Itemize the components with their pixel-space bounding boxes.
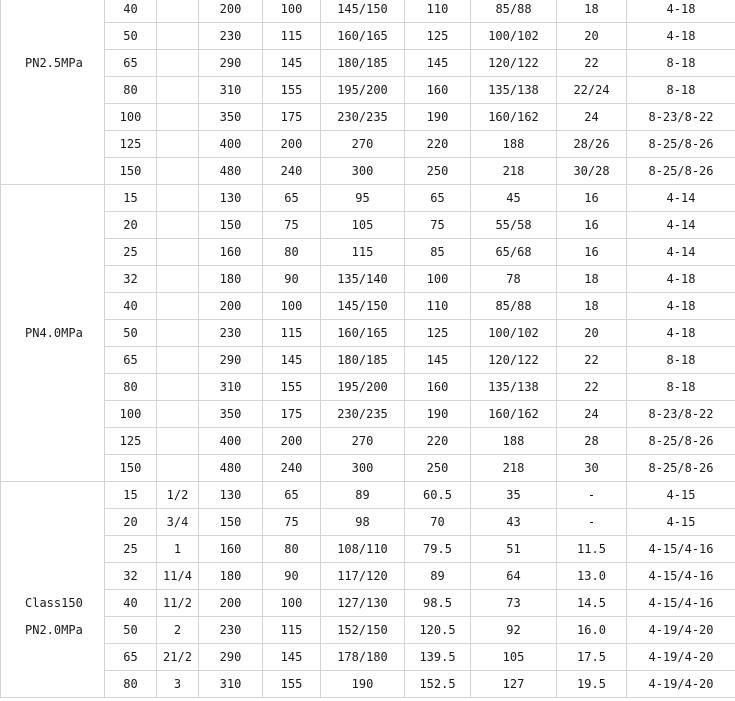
table-row bbox=[1, 293, 735, 320]
table-cell bbox=[157, 455, 199, 482]
table-cell: 100 bbox=[263, 590, 321, 617]
table-cell: 400 bbox=[199, 131, 263, 158]
table-cell: 125 bbox=[405, 23, 471, 50]
table-cell: 43 bbox=[471, 509, 557, 536]
table-row bbox=[1, 266, 735, 293]
table-cell: 125 bbox=[105, 428, 157, 455]
table-cell: 220 bbox=[405, 428, 471, 455]
table-cell: 110 bbox=[405, 293, 471, 320]
table-cell: 125 bbox=[105, 131, 157, 158]
table-cell: 4-19/4-20 bbox=[627, 644, 735, 671]
table-cell: 178/180 bbox=[321, 644, 405, 671]
table-cell: 160 bbox=[199, 239, 263, 266]
table-cell: 90 bbox=[263, 266, 321, 293]
table-cell: 218 bbox=[471, 455, 557, 482]
table-cell: 4-19/4-20 bbox=[627, 617, 735, 644]
table-cell: 120/122 bbox=[471, 50, 557, 77]
table-cell: 4-18 bbox=[627, 320, 735, 347]
table-cell: 218 bbox=[471, 158, 557, 185]
table-cell bbox=[157, 293, 199, 320]
table-row bbox=[1, 509, 735, 536]
table-cell: 155 bbox=[263, 374, 321, 401]
table-cell: 40 bbox=[105, 293, 157, 320]
table-row bbox=[1, 50, 735, 77]
table-cell: 18 bbox=[557, 0, 627, 23]
table-cell: 4-19/4-20 bbox=[627, 671, 735, 698]
table-cell: 4-14 bbox=[627, 239, 735, 266]
table-cell: 115 bbox=[263, 23, 321, 50]
table-cell: 8-18 bbox=[627, 50, 735, 77]
table-cell: 480 bbox=[199, 158, 263, 185]
table-cell: 160 bbox=[405, 374, 471, 401]
table-row bbox=[1, 482, 735, 509]
table-cell bbox=[157, 77, 199, 104]
table-cell: 70 bbox=[405, 509, 471, 536]
table-cell: 24 bbox=[557, 104, 627, 131]
table-cell: 180 bbox=[199, 266, 263, 293]
table-cell: 51 bbox=[471, 536, 557, 563]
table-cell: 310 bbox=[199, 671, 263, 698]
table-cell: 4-14 bbox=[627, 185, 735, 212]
table-cell: 240 bbox=[263, 158, 321, 185]
table-cell: 89 bbox=[405, 563, 471, 590]
table-cell: 195/200 bbox=[321, 374, 405, 401]
table-row bbox=[1, 374, 735, 401]
table-cell: 100 bbox=[263, 0, 321, 23]
table-cell: 13.0 bbox=[557, 563, 627, 590]
table-cell: 8-23/8-22 bbox=[627, 104, 735, 131]
table-cell: 11/4 bbox=[157, 563, 199, 590]
table-cell: 98.5 bbox=[405, 590, 471, 617]
table-cell: 4-18 bbox=[627, 0, 735, 23]
table-row bbox=[1, 536, 735, 563]
table-cell: 25 bbox=[105, 239, 157, 266]
table-cell: 145/150 bbox=[321, 0, 405, 23]
table-cell: 220 bbox=[405, 131, 471, 158]
table-cell: 175 bbox=[263, 104, 321, 131]
table-cell: 21/2 bbox=[157, 644, 199, 671]
table-cell bbox=[157, 0, 199, 23]
table-cell: 98 bbox=[321, 509, 405, 536]
table-row bbox=[1, 212, 735, 239]
table-cell: 79.5 bbox=[405, 536, 471, 563]
table-cell: 4-15/4-16 bbox=[627, 563, 735, 590]
table-row bbox=[1, 239, 735, 266]
table-cell: 50 bbox=[105, 320, 157, 347]
table-cell: 3 bbox=[157, 671, 199, 698]
table-cell: 190 bbox=[405, 401, 471, 428]
table-cell: 18 bbox=[557, 266, 627, 293]
table-cell: 115 bbox=[263, 320, 321, 347]
table-body bbox=[1, 0, 735, 698]
table-cell: 230 bbox=[199, 320, 263, 347]
table-cell: 200 bbox=[199, 0, 263, 23]
table-cell: 19.5 bbox=[557, 671, 627, 698]
pressure-class-label bbox=[1, 0, 105, 185]
pressure-class-label-line: PN2.5MPa bbox=[25, 56, 83, 70]
table-cell: - bbox=[557, 482, 627, 509]
table-cell: 145 bbox=[405, 50, 471, 77]
table-cell: 160/165 bbox=[321, 23, 405, 50]
table-cell: 35 bbox=[471, 482, 557, 509]
table-cell bbox=[157, 401, 199, 428]
table-cell bbox=[157, 50, 199, 77]
table-cell: 160 bbox=[199, 536, 263, 563]
table-row bbox=[1, 617, 735, 644]
pressure-class-label-line: PN4.0MPa bbox=[25, 326, 83, 340]
table-cell: 85/88 bbox=[471, 0, 557, 23]
table-row bbox=[1, 104, 735, 131]
table-row bbox=[1, 347, 735, 374]
table-cell: 115 bbox=[321, 239, 405, 266]
table-cell: 4-18 bbox=[627, 293, 735, 320]
table-cell: 4-15/4-16 bbox=[627, 536, 735, 563]
table-cell: 188 bbox=[471, 428, 557, 455]
table-cell: 230 bbox=[199, 23, 263, 50]
table-cell: 250 bbox=[405, 455, 471, 482]
table-cell: 190 bbox=[405, 104, 471, 131]
table-cell: 105 bbox=[321, 212, 405, 239]
table-cell: 250 bbox=[405, 158, 471, 185]
table-cell bbox=[157, 185, 199, 212]
table-cell: 8-18 bbox=[627, 77, 735, 104]
table-cell: 16 bbox=[557, 239, 627, 266]
table-cell: 145/150 bbox=[321, 293, 405, 320]
table-cell: 65 bbox=[105, 347, 157, 374]
table-cell: 8-25/8-26 bbox=[627, 131, 735, 158]
table-cell: 85 bbox=[405, 239, 471, 266]
table-cell: 200 bbox=[263, 131, 321, 158]
table-cell: 145 bbox=[405, 347, 471, 374]
table-cell: 100/102 bbox=[471, 23, 557, 50]
table-cell: 300 bbox=[321, 455, 405, 482]
table-cell: 180 bbox=[199, 563, 263, 590]
table-row bbox=[1, 158, 735, 185]
table-cell: 152.5 bbox=[405, 671, 471, 698]
table-cell: 4-18 bbox=[627, 23, 735, 50]
table-cell: 2 bbox=[157, 617, 199, 644]
table-cell: 195/200 bbox=[321, 77, 405, 104]
table-cell: 11.5 bbox=[557, 536, 627, 563]
table-cell: 40 bbox=[105, 0, 157, 23]
table-cell: 75 bbox=[263, 212, 321, 239]
table-cell: 4-15 bbox=[627, 482, 735, 509]
table-cell: 16 bbox=[557, 185, 627, 212]
table-cell: 50 bbox=[105, 23, 157, 50]
table-row bbox=[1, 0, 735, 23]
table-cell: 270 bbox=[321, 428, 405, 455]
table-cell: 15 bbox=[105, 185, 157, 212]
table-cell: 4-15/4-16 bbox=[627, 590, 735, 617]
table-cell: 78 bbox=[471, 266, 557, 293]
table-cell: 32 bbox=[105, 266, 157, 293]
table-cell: 8-25/8-26 bbox=[627, 428, 735, 455]
table-cell bbox=[157, 23, 199, 50]
table-cell: 160/162 bbox=[471, 104, 557, 131]
table-cell: 4-15 bbox=[627, 509, 735, 536]
pressure-class-label-line: Class150 bbox=[25, 596, 83, 610]
table-cell: 65 bbox=[263, 185, 321, 212]
table-cell: 16 bbox=[557, 212, 627, 239]
table-cell: 130 bbox=[199, 482, 263, 509]
table-cell: 290 bbox=[199, 347, 263, 374]
table-cell: 108/110 bbox=[321, 536, 405, 563]
table-cell: - bbox=[557, 509, 627, 536]
table-cell: 200 bbox=[263, 428, 321, 455]
table-cell: 120.5 bbox=[405, 617, 471, 644]
table-cell: 65 bbox=[105, 50, 157, 77]
pressure-class-label bbox=[1, 482, 105, 698]
table-cell: 130 bbox=[199, 185, 263, 212]
table-cell: 15 bbox=[105, 482, 157, 509]
table-cell: 160 bbox=[405, 77, 471, 104]
table-cell: 20 bbox=[557, 320, 627, 347]
table-row bbox=[1, 320, 735, 347]
table-cell: 80 bbox=[105, 671, 157, 698]
table-cell: 64 bbox=[471, 563, 557, 590]
table-cell: 350 bbox=[199, 104, 263, 131]
table-cell: 1/2 bbox=[157, 482, 199, 509]
table-cell: 73 bbox=[471, 590, 557, 617]
table-cell: 22/24 bbox=[557, 77, 627, 104]
table-cell: 32 bbox=[105, 563, 157, 590]
table-cell: 180/185 bbox=[321, 50, 405, 77]
table-cell: 310 bbox=[199, 374, 263, 401]
table-cell: 75 bbox=[263, 509, 321, 536]
table-cell: 16.0 bbox=[557, 617, 627, 644]
table-cell: 105 bbox=[471, 644, 557, 671]
table-cell: 3/4 bbox=[157, 509, 199, 536]
table-cell: 160/162 bbox=[471, 401, 557, 428]
table-cell: 30/28 bbox=[557, 158, 627, 185]
table-cell: 270 bbox=[321, 131, 405, 158]
table-cell: 28/26 bbox=[557, 131, 627, 158]
table-cell: 230 bbox=[199, 617, 263, 644]
table-cell: 135/138 bbox=[471, 77, 557, 104]
table-cell: 180/185 bbox=[321, 347, 405, 374]
table-row bbox=[1, 671, 735, 698]
table-row bbox=[1, 563, 735, 590]
table-cell: 100 bbox=[105, 401, 157, 428]
table-cell: 110 bbox=[405, 0, 471, 23]
table-cell: 290 bbox=[199, 50, 263, 77]
table-cell: 4-14 bbox=[627, 212, 735, 239]
table-cell bbox=[157, 158, 199, 185]
table-cell: 100 bbox=[405, 266, 471, 293]
table-cell: 17.5 bbox=[557, 644, 627, 671]
table-cell: 65 bbox=[105, 644, 157, 671]
table-cell: 95 bbox=[321, 185, 405, 212]
table-cell: 100/102 bbox=[471, 320, 557, 347]
table-row bbox=[1, 590, 735, 617]
table-cell: 139.5 bbox=[405, 644, 471, 671]
table-cell: 400 bbox=[199, 428, 263, 455]
table-cell: 8-18 bbox=[627, 374, 735, 401]
table-cell: 65/68 bbox=[471, 239, 557, 266]
table-cell: 22 bbox=[557, 347, 627, 374]
table-cell: 155 bbox=[263, 77, 321, 104]
table-cell: 152/150 bbox=[321, 617, 405, 644]
table-row bbox=[1, 23, 735, 50]
table-cell: 40 bbox=[105, 590, 157, 617]
table-cell: 230/235 bbox=[321, 104, 405, 131]
table-cell: 30 bbox=[557, 455, 627, 482]
table-cell bbox=[157, 239, 199, 266]
table-cell: 160/165 bbox=[321, 320, 405, 347]
table-cell: 20 bbox=[557, 23, 627, 50]
table-cell: 135/138 bbox=[471, 374, 557, 401]
table-cell: 85/88 bbox=[471, 293, 557, 320]
table-cell: 14.5 bbox=[557, 590, 627, 617]
table-row bbox=[1, 428, 735, 455]
table-row bbox=[1, 644, 735, 671]
table-cell: 200 bbox=[199, 293, 263, 320]
table-cell: 8-18 bbox=[627, 347, 735, 374]
table-cell bbox=[157, 347, 199, 374]
table-cell: 120/122 bbox=[471, 347, 557, 374]
table-cell: 18 bbox=[557, 293, 627, 320]
table-cell: 290 bbox=[199, 644, 263, 671]
table-cell: 230/235 bbox=[321, 401, 405, 428]
table-cell: 20 bbox=[105, 212, 157, 239]
table-cell: 25 bbox=[105, 536, 157, 563]
table-cell: 240 bbox=[263, 455, 321, 482]
table-cell bbox=[157, 266, 199, 293]
table-cell: 20 bbox=[105, 509, 157, 536]
table-cell: 127/130 bbox=[321, 590, 405, 617]
table-cell: 80 bbox=[105, 374, 157, 401]
table-cell: 200 bbox=[199, 590, 263, 617]
table-cell: 188 bbox=[471, 131, 557, 158]
table-cell: 90 bbox=[263, 563, 321, 590]
table-cell: 8-25/8-26 bbox=[627, 455, 735, 482]
table-cell bbox=[157, 428, 199, 455]
table-cell: 75 bbox=[405, 212, 471, 239]
table-cell: 24 bbox=[557, 401, 627, 428]
table-cell: 65 bbox=[405, 185, 471, 212]
table-cell: 117/120 bbox=[321, 563, 405, 590]
table-cell: 11/2 bbox=[157, 590, 199, 617]
table-cell bbox=[157, 212, 199, 239]
table-cell: 45 bbox=[471, 185, 557, 212]
table-row bbox=[1, 185, 735, 212]
table-cell: 22 bbox=[557, 50, 627, 77]
table-cell: 145 bbox=[263, 644, 321, 671]
table-cell: 92 bbox=[471, 617, 557, 644]
table-cell: 150 bbox=[199, 509, 263, 536]
table-row bbox=[1, 131, 735, 158]
table-cell: 145 bbox=[263, 347, 321, 374]
table-row bbox=[1, 77, 735, 104]
table-cell: 150 bbox=[199, 212, 263, 239]
table-cell bbox=[157, 374, 199, 401]
table-cell: 55/58 bbox=[471, 212, 557, 239]
table-cell bbox=[157, 320, 199, 347]
table-cell: 28 bbox=[557, 428, 627, 455]
table-cell: 175 bbox=[263, 401, 321, 428]
table-cell: 350 bbox=[199, 401, 263, 428]
table-cell: 22 bbox=[557, 374, 627, 401]
table-cell: 60.5 bbox=[405, 482, 471, 509]
table-cell: 135/140 bbox=[321, 266, 405, 293]
table-cell: 80 bbox=[105, 77, 157, 104]
table-cell: 150 bbox=[105, 158, 157, 185]
table-cell: 50 bbox=[105, 617, 157, 644]
table-cell: 1 bbox=[157, 536, 199, 563]
pressure-class-label bbox=[1, 185, 105, 482]
pressure-class-label-line: PN2.0MPa bbox=[25, 623, 83, 637]
table-cell: 65 bbox=[263, 482, 321, 509]
table-cell: 8-23/8-22 bbox=[627, 401, 735, 428]
table-row bbox=[1, 401, 735, 428]
table-cell: 300 bbox=[321, 158, 405, 185]
table-cell: 115 bbox=[263, 617, 321, 644]
table-cell: 150 bbox=[105, 455, 157, 482]
table-row bbox=[1, 455, 735, 482]
table-cell: 480 bbox=[199, 455, 263, 482]
table-cell: 8-25/8-26 bbox=[627, 158, 735, 185]
table-cell: 125 bbox=[405, 320, 471, 347]
table-cell bbox=[157, 104, 199, 131]
table-cell: 4-18 bbox=[627, 266, 735, 293]
table-cell: 89 bbox=[321, 482, 405, 509]
table-cell: 100 bbox=[263, 293, 321, 320]
table-cell: 80 bbox=[263, 536, 321, 563]
table-cell: 100 bbox=[105, 104, 157, 131]
table-cell: 155 bbox=[263, 671, 321, 698]
table-cell: 145 bbox=[263, 50, 321, 77]
table-cell: 190 bbox=[321, 671, 405, 698]
table-cell: 80 bbox=[263, 239, 321, 266]
table-cell bbox=[157, 131, 199, 158]
table-cell: 310 bbox=[199, 77, 263, 104]
table-cell: 127 bbox=[471, 671, 557, 698]
